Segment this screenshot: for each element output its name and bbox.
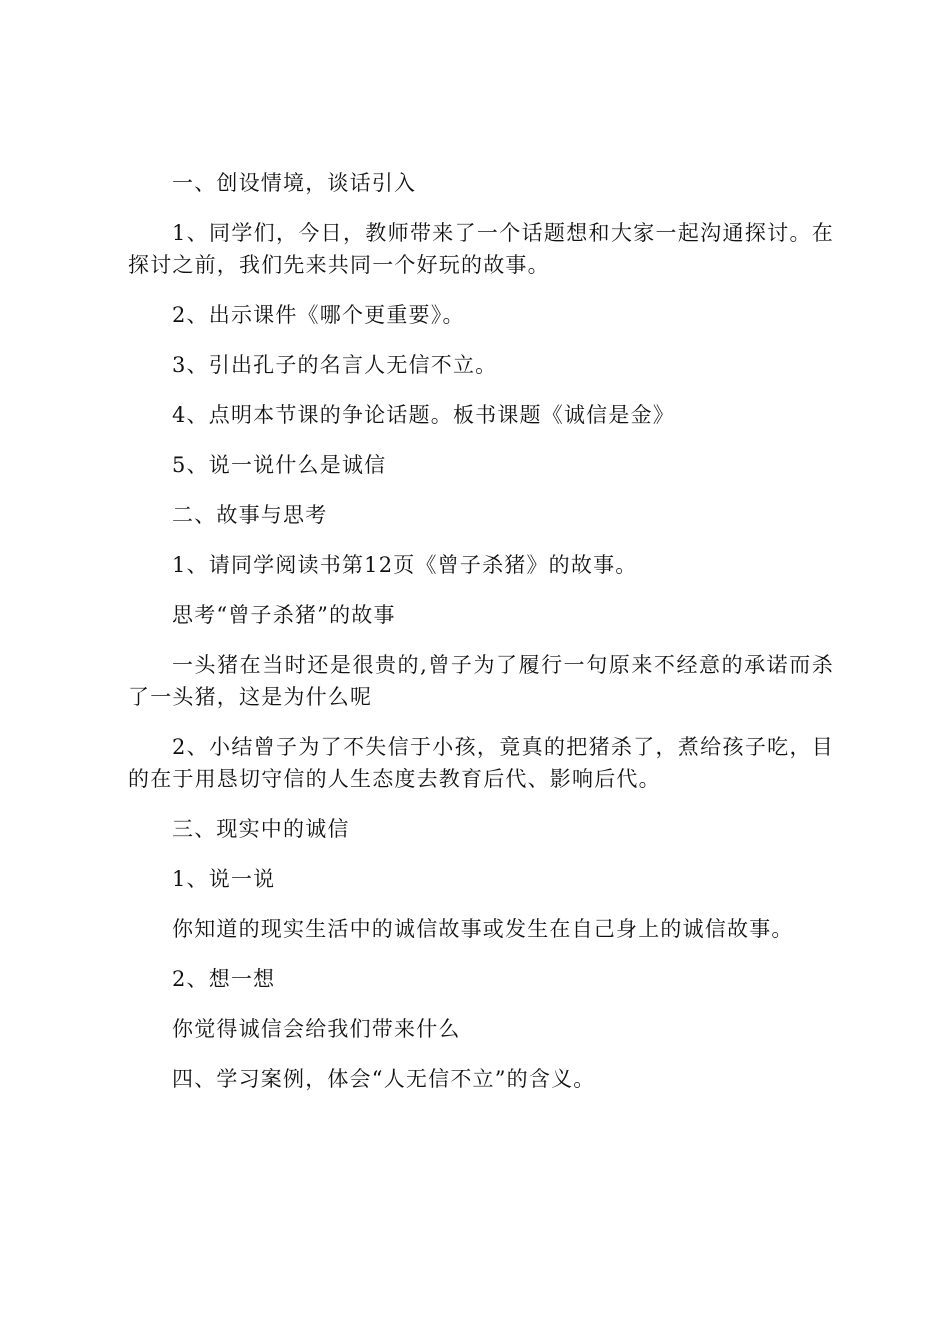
paragraph: 5、说一说什么是诚信 <box>172 453 387 477</box>
paragraph: 3、引出孔子的名言人无信不立。 <box>172 353 498 377</box>
document-body <box>128 167 834 1113</box>
paragraph: 1、说一说 <box>172 867 276 891</box>
paragraph: 2、想一想 <box>172 967 276 991</box>
paragraph: 你知道的现实生活中的诚信故事或发生在自己身上的诚信故事。 <box>172 917 794 941</box>
paragraph: 1、请同学阅读书第12页《曾子杀猪》的故事。 <box>172 553 638 577</box>
paragraph: 思考“曾子杀猪”的故事 <box>172 603 396 627</box>
paragraph: 一头猪在当时还是很贵的,曾子为了履行一句原来不经意的承诺而杀了一头猪，这是为什么呢 <box>128 653 834 709</box>
section-heading-3: 三、现实中的诚信 <box>172 817 350 841</box>
section-heading-2: 二、故事与思考 <box>172 503 328 527</box>
section-heading-4: 四、学习案例，体会“人无信不立”的含义。 <box>172 1067 596 1091</box>
section-heading-1: 一、创设情境，谈话引入 <box>172 171 417 195</box>
paragraph: 1、同学们，今日，教师带来了一个话题想和大家一起沟通探讨。在探讨之前，我们先来共同一个好玩的故事。 <box>128 221 834 277</box>
paragraph: 2、小结曾子为了不失信于小孩，竟真的把猪杀了，煮给孩子吃，目的在于用恳切守信的人生态度去教育后代、影响后代。 <box>128 735 834 791</box>
paragraph: 4、点明本节课的争论话题。板书课题《诚信是金》 <box>172 403 675 427</box>
paragraph: 你觉得诚信会给我们带来什么 <box>172 1017 461 1041</box>
paragraph: 2、出示课件《哪个更重要》。 <box>172 303 465 327</box>
